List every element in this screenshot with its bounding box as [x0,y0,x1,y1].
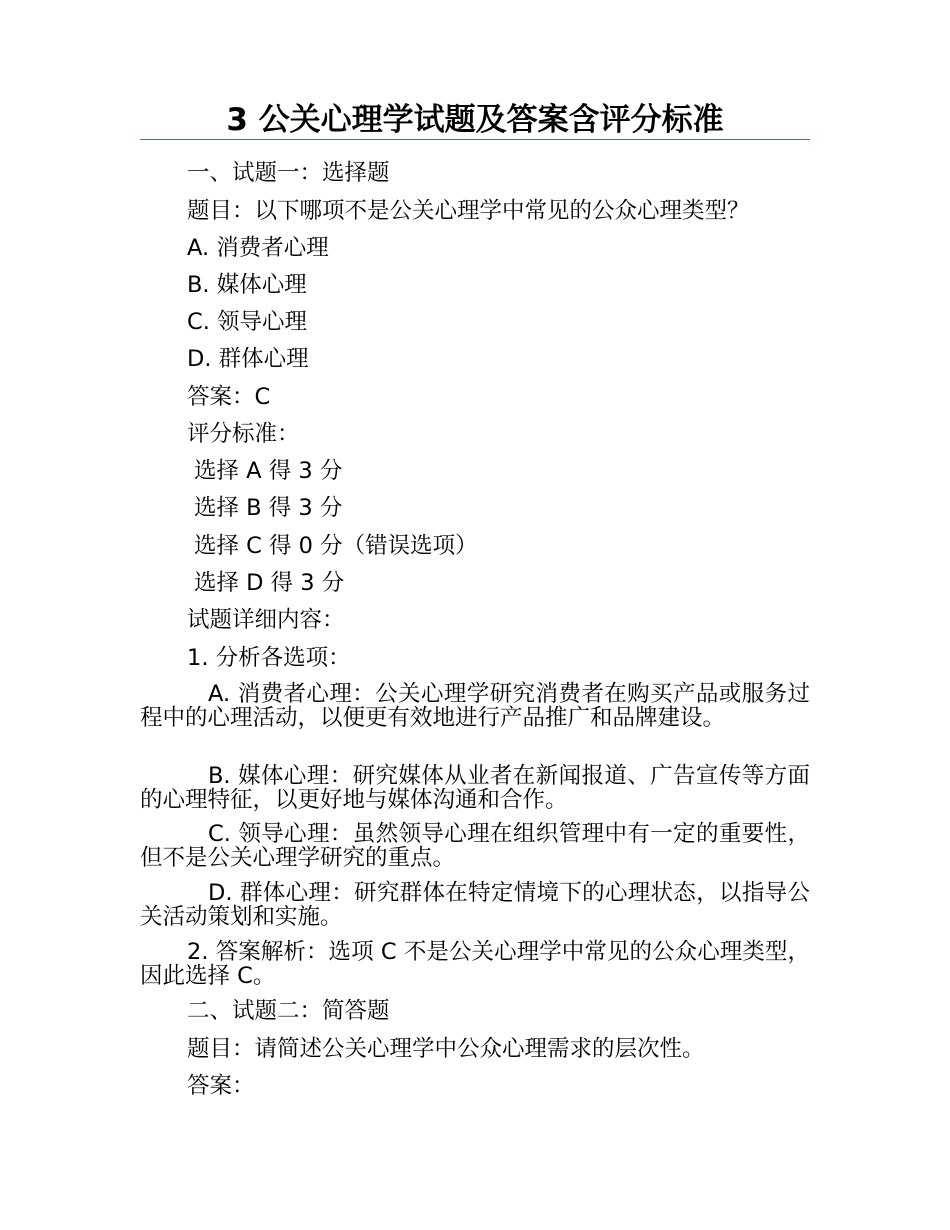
q1-scoring-d: 选择 D 得 3 分 [194,570,345,596]
q1-scoring-heading: 评分标准： [187,421,300,447]
q2-heading: 二、试题二：简答题 [187,998,390,1024]
q1-scoring-a: 选择 A 得 3 分 [194,458,343,484]
q1-answer: 答案：C [187,384,271,410]
document-title: 3 公关心理学试题及答案含评分标准 [226,102,724,138]
q1-scoring-b: 选择 B 得 3 分 [194,495,343,521]
q2-answer-label: 答案： [187,1073,255,1099]
q1-analysis-d: D. 群体心理：研究群体在特定情境下的心理状态，以指导公关活动策划和实施。 [140,880,810,930]
q1-option-d: D. 群体心理 [187,346,309,372]
q1-heading: 一、试题一：选择题 [187,160,390,186]
q1-analysis-c: C. 领导心理：虽然领导心理在组织管理中有一定的重要性，但不是公关心理学研究的重点。 [140,821,810,871]
q1-detail-heading: 试题详细内容： [187,607,345,633]
title-underline [140,139,810,140]
q1-scoring-c: 选择 C 得 0 分（错误选项） [194,533,478,559]
q1-analysis-heading: 1. 分析各选项： [187,645,351,671]
q1-analysis-a: A. 消费者心理：公关心理学研究消费者在购买产品或服务过程中的心理活动，以便更有效地进行产品推广和品牌建设。 [140,681,810,731]
q1-analysis-b: B. 媒体心理：研究媒体从业者在新闻报道、广告宣传等方面的心理特征，以更好地与媒体沟通和合作。 [140,763,810,813]
q1-explanation: 2. 答案解析：选项 C 不是公关心理学中常见的公众心理类型，因此选择 C。 [140,939,810,989]
q2-question: 题目：请简述公关心理学中公众心理需求的层次性。 [187,1036,705,1062]
q1-option-a: A. 消费者心理 [187,235,329,261]
q1-option-b: B. 媒体心理 [187,272,307,298]
q1-question: 题目：以下哪项不是公关心理学中常见的公众心理类型？ [187,198,750,224]
q1-option-c: C. 领导心理 [187,309,308,335]
